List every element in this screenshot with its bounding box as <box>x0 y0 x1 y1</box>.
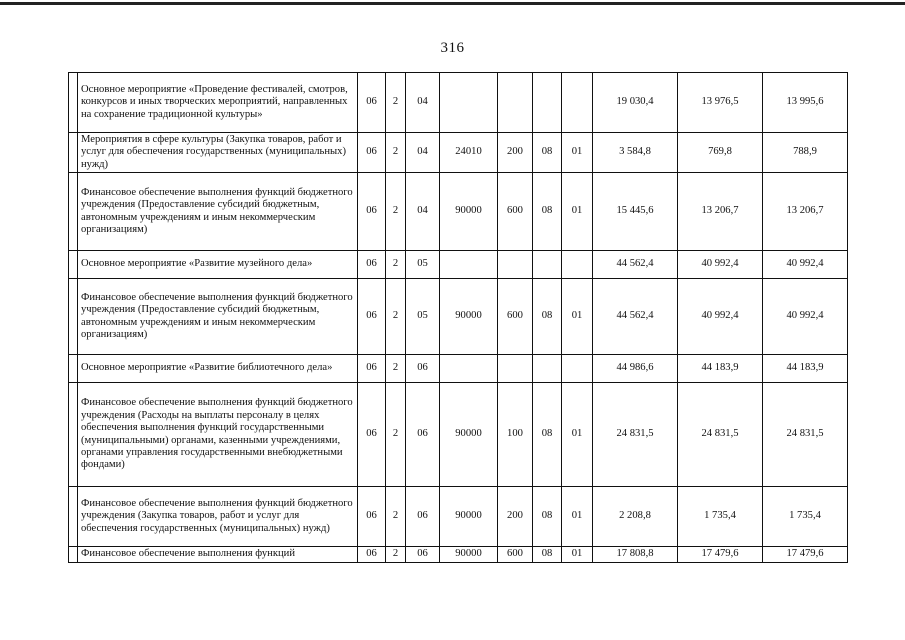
row-name-cell: Основное мероприятие «Развитие музейного дела» <box>78 251 358 279</box>
amount-year1-cell: 19 030,4 <box>593 73 678 133</box>
row-name-cell: Основное мероприятие «Проведение фестивалей, смотров, конкурсов и иных творческих мероприятий, направленных на сохранение традиционной культуры» <box>78 73 358 133</box>
top-rule <box>0 2 905 5</box>
margin-cell <box>69 383 78 487</box>
budget-table <box>68 72 848 563</box>
subsection-cell: 01 <box>562 487 593 547</box>
amount-year2-cell: 1 735,4 <box>678 487 763 547</box>
table-row <box>69 279 848 355</box>
amount-year2-cell: 17 479,6 <box>678 547 763 563</box>
amount-year1-cell: 15 445,6 <box>593 173 678 251</box>
amount-year2-cell: 13 976,5 <box>678 73 763 133</box>
program-code-cell: 2 <box>386 133 406 173</box>
chapter-cell <box>533 251 562 279</box>
amount-year2-cell: 769,8 <box>678 133 763 173</box>
section-code-cell: 06 <box>358 279 386 355</box>
expense-type-cell: 600 <box>498 279 533 355</box>
expense-type-cell: 100 <box>498 383 533 487</box>
row-name-cell: Финансовое обеспечение выполнения функций <box>78 547 358 563</box>
row-name-cell: Финансовое обеспечение выполнения функций бюджетного учреждения (Предоставление субсидий бюджетным, автономным учреждениям и иным некоммерческим организациям) <box>78 279 358 355</box>
page-number: 316 <box>440 40 465 56</box>
subprogram-code-cell: 05 <box>406 279 440 355</box>
margin-cell <box>69 487 78 547</box>
section-code-cell: 06 <box>358 355 386 383</box>
target-article-cell: 24010 <box>440 133 498 173</box>
amount-year1-cell: 44 986,6 <box>593 355 678 383</box>
row-name-cell: Основное мероприятие «Развитие библиотечного дела» <box>78 355 358 383</box>
margin-cell <box>69 355 78 383</box>
expense-type-cell: 600 <box>498 173 533 251</box>
target-article-cell: 90000 <box>440 547 498 563</box>
subsection-cell <box>562 251 593 279</box>
chapter-cell: 08 <box>533 547 562 563</box>
chapter-cell <box>533 73 562 133</box>
amount-year3-cell: 17 479,6 <box>763 547 848 563</box>
program-code-cell: 2 <box>386 487 406 547</box>
subsection-cell <box>562 355 593 383</box>
amount-year3-cell: 44 183,9 <box>763 355 848 383</box>
expense-type-cell: 200 <box>498 487 533 547</box>
subprogram-code-cell: 04 <box>406 173 440 251</box>
amount-year3-cell: 13 206,7 <box>763 173 848 251</box>
expense-type-cell <box>498 73 533 133</box>
table-body <box>69 73 848 563</box>
margin-cell <box>69 251 78 279</box>
row-name-cell: Финансовое обеспечение выполнения функций бюджетного учреждения (Предоставление субсидий бюджетным, автономным учреждениям и иным некоммерческим организациям) <box>78 173 358 251</box>
table-row <box>69 355 848 383</box>
margin-cell <box>69 133 78 173</box>
table-row <box>69 73 848 133</box>
margin-cell <box>69 547 78 563</box>
subsection-cell: 01 <box>562 279 593 355</box>
chapter-cell <box>533 355 562 383</box>
table-row <box>69 547 848 563</box>
table-row <box>69 251 848 279</box>
subsection-cell <box>562 73 593 133</box>
subprogram-code-cell: 06 <box>406 547 440 563</box>
program-code-cell: 2 <box>386 73 406 133</box>
row-name-cell: Финансовое обеспечение выполнения функций бюджетного учреждения (Расходы на выплаты персоналу в целях обеспечения выполнения функций государственными (муниципальными) органами, казенными учреждениями, органами управления государственными внебюджетными фондами) <box>78 383 358 487</box>
amount-year2-cell: 40 992,4 <box>678 251 763 279</box>
amount-year1-cell: 24 831,5 <box>593 383 678 487</box>
subprogram-code-cell: 06 <box>406 487 440 547</box>
table-row <box>69 487 848 547</box>
target-article-cell: 90000 <box>440 487 498 547</box>
amount-year3-cell: 1 735,4 <box>763 487 848 547</box>
target-article-cell: 90000 <box>440 173 498 251</box>
margin-cell <box>69 173 78 251</box>
subprogram-code-cell: 06 <box>406 383 440 487</box>
subprogram-code-cell: 05 <box>406 251 440 279</box>
margin-cell <box>69 279 78 355</box>
expense-type-cell <box>498 355 533 383</box>
target-article-cell <box>440 73 498 133</box>
section-code-cell: 06 <box>358 251 386 279</box>
subsection-cell: 01 <box>562 547 593 563</box>
row-name-cell: Финансовое обеспечение выполнения функций бюджетного учреждения (Закупка товаров, работ и услуг для обеспечения государственных (муниципальных) нужд) <box>78 487 358 547</box>
amount-year1-cell: 3 584,8 <box>593 133 678 173</box>
section-code-cell: 06 <box>358 73 386 133</box>
subprogram-code-cell: 04 <box>406 133 440 173</box>
amount-year2-cell: 24 831,5 <box>678 383 763 487</box>
amount-year1-cell: 44 562,4 <box>593 279 678 355</box>
row-name-cell: Мероприятия в сфере культуры (Закупка товаров, работ и услуг для обеспечения государственных (муниципальных) нужд) <box>78 133 358 173</box>
target-article-cell <box>440 355 498 383</box>
target-article-cell <box>440 251 498 279</box>
section-code-cell: 06 <box>358 383 386 487</box>
program-code-cell: 2 <box>386 279 406 355</box>
subprogram-code-cell: 06 <box>406 355 440 383</box>
program-code-cell: 2 <box>386 383 406 487</box>
amount-year1-cell: 44 562,4 <box>593 251 678 279</box>
amount-year1-cell: 17 808,8 <box>593 547 678 563</box>
table-row <box>69 133 848 173</box>
subsection-cell: 01 <box>562 383 593 487</box>
amount-year3-cell: 24 831,5 <box>763 383 848 487</box>
target-article-cell: 90000 <box>440 279 498 355</box>
target-article-cell: 90000 <box>440 383 498 487</box>
expense-type-cell <box>498 251 533 279</box>
chapter-cell: 08 <box>533 383 562 487</box>
amount-year2-cell: 13 206,7 <box>678 173 763 251</box>
table-row <box>69 173 848 251</box>
subprogram-code-cell: 04 <box>406 73 440 133</box>
amount-year3-cell: 13 995,6 <box>763 73 848 133</box>
section-code-cell: 06 <box>358 547 386 563</box>
table-row <box>69 383 848 487</box>
chapter-cell: 08 <box>533 487 562 547</box>
amount-year1-cell: 2 208,8 <box>593 487 678 547</box>
section-code-cell: 06 <box>358 133 386 173</box>
program-code-cell: 2 <box>386 173 406 251</box>
expense-type-cell: 200 <box>498 133 533 173</box>
margin-cell <box>69 73 78 133</box>
amount-year3-cell: 40 992,4 <box>763 251 848 279</box>
section-code-cell: 06 <box>358 173 386 251</box>
expense-type-cell: 600 <box>498 547 533 563</box>
amount-year3-cell: 788,9 <box>763 133 848 173</box>
subsection-cell: 01 <box>562 173 593 251</box>
program-code-cell: 2 <box>386 251 406 279</box>
section-code-cell: 06 <box>358 487 386 547</box>
amount-year3-cell: 40 992,4 <box>763 279 848 355</box>
program-code-cell: 2 <box>386 547 406 563</box>
chapter-cell: 08 <box>533 279 562 355</box>
program-code-cell: 2 <box>386 355 406 383</box>
chapter-cell: 08 <box>533 133 562 173</box>
subsection-cell: 01 <box>562 133 593 173</box>
amount-year2-cell: 44 183,9 <box>678 355 763 383</box>
amount-year2-cell: 40 992,4 <box>678 279 763 355</box>
chapter-cell: 08 <box>533 173 562 251</box>
